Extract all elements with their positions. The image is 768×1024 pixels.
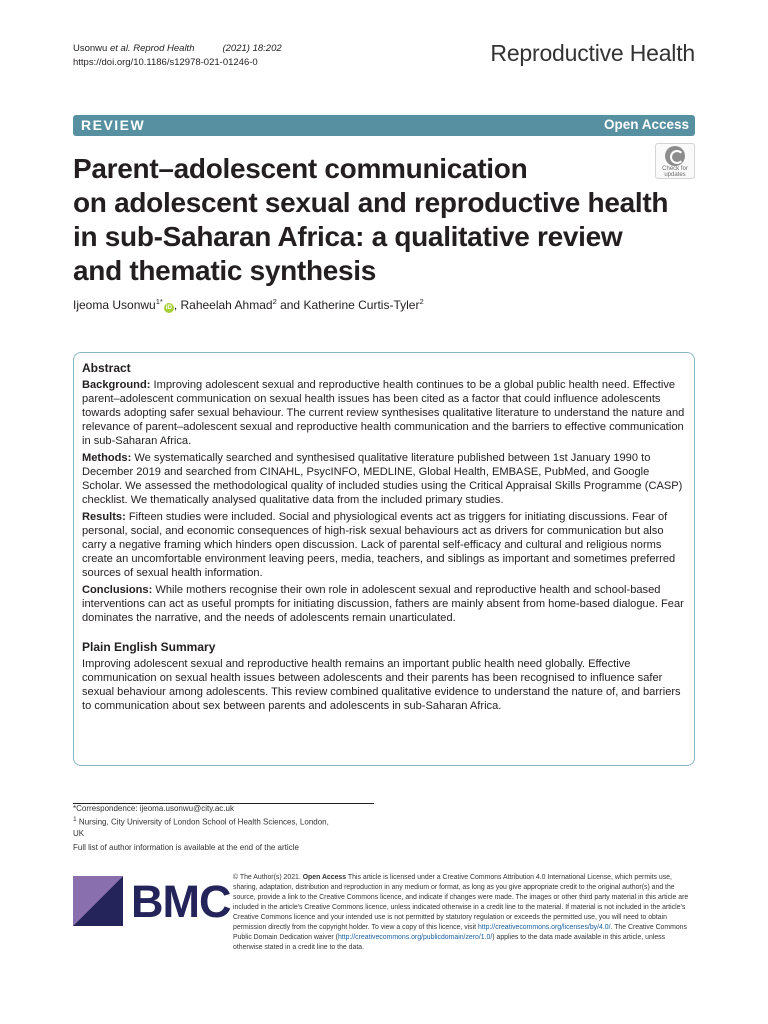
affiliation-line-cont: UK [73,828,85,838]
title-line: in sub-Saharan Africa: a qualitative review [73,221,623,252]
bmc-logo [73,873,231,933]
citation-header [73,42,282,70]
citation-etal: et al. [109,43,131,54]
citation-journal: Reprod Health [130,43,195,54]
affiliation-text: Nursing, City University of London School of Health Sciences, London, [76,817,329,827]
license-text-3: ) applies to the data made available in this article, unless otherwise stated in a credit line to the data. [233,934,666,951]
article-type-banner [73,115,695,136]
check-updates-line1: Check for [662,166,688,172]
doi-link[interactable]: https://doi.org/10.1186/s12978-021-01246-0 [73,57,258,68]
bmc-logo-icon [73,876,123,926]
title-line: Parent–adolescent communication [73,153,528,184]
abstract-results [82,510,688,580]
conclusions-text: While mothers recognise their own role in adolescent sexual and reproductive health and school-based interventions can act as useful prompts for initiating discussion, fathers are mainly absent from home-based dialogue. Fear dominates the narrative, and the needs of adolescents remain unarticulated. [82,584,684,624]
orcid-icon[interactable]: iD [165,305,172,311]
abstract-conclusions [82,583,688,625]
citation-authors: Usonwu [73,43,110,54]
full-author-info-note: Full list of author information is available at the end of the article [73,842,299,852]
journal-name: Reproductive Health [490,40,695,66]
author-name: Katherine Curtis-Tyler [303,298,420,312]
author-affiliation-sup: 2 [419,297,424,306]
methods-text: We systematically searched and synthesised qualitative literature published between 1st January 1990 to December 2019 and searched from CINAHL, PsycINFO, MEDLINE, Global Health, EMBASE, PubMed, and Google Scholar. We assessed the methodological quality of included studies using the Critical Appraisal Skills Programme (CASP) checklist. We thematically analysed qualitative data from the included primary studies. [82,452,683,506]
check-for-updates-button[interactable] [655,143,695,179]
bmc-logo-text: BMC [131,876,231,927]
license-text-1: This article is licensed under a Creative Commons Attribution 4.0 International License, which permits use, sharing, adaptation, distribution and reproduction in any medium or format, as long as you give appropriate credit to the original author(s) and the source, provide a link to the Creative Commons licence, and indicate if changes were made. The images or other third party material in this article are included in the article's Creative Commons licence, unless indicated otherwise in a credit line to the material. If material is not included in the article's Creative Commons licence and your intended use is not permitted by statutory regulation or exceeds the permitted use, you will need to obtain permission directly from the copyright holder. To view a copy of this licence, visit [233,874,689,931]
license-link-cc0[interactable]: http://creativecommons.org/publicdomain/zero/1.0/ [337,934,493,941]
results-text: Fifteen studies were included. Social and physiological events act as triggers for initiating discussions. Fear of personal, social, and economic consequences of high-risk sexual behaviours act as drivers for communication but also carry a negative framing which hinders open discussion. Lack of parental self-efficacy and cultural and religious norms create an uncomfortable environment leaving peers, media, teachers, and siblings as important and sometimes preferred sources of sexual health information. [82,511,676,579]
check-updates-line2: updates [664,172,686,178]
title-line: on adolescent sexual and reproductive health [73,187,669,218]
title-line: and thematic synthesis [73,255,377,286]
author-list [73,297,424,313]
license-text-2: . The Creative Commons Public Domain Dedication waiver ( [233,924,687,941]
background-label: Background: [82,379,151,391]
affiliation-sup: 1 [73,816,77,823]
license-prefix: © The Author(s) 2021. [233,874,303,881]
footnotes [73,803,373,853]
author-affiliation-sup: 2 [272,297,277,306]
author-affiliation-sup: 1* [155,297,163,306]
citation-line [73,42,282,56]
license-open-access: Open Access [302,874,347,881]
author-name: Ijeoma Usonwu [73,298,156,312]
plain-english-summary-text: Improving adolescent sexual and reproductive health remains an important public health need globally. Effective communication on sexual health issues between adolescents and their parents has been recognised to influence safer sexual behaviour among adolescents. This review combined qualitative evidence to understand the nature of, and barriers to communication about sex between parents and adolescents in sub-Saharan Africa. [82,658,681,712]
article-title [73,152,669,288]
abstract-background [82,378,688,448]
affiliation-line [73,814,373,828]
results-label: Results: [82,511,126,523]
license-statement [233,873,695,953]
abstract-box [73,352,695,766]
license-link-cc-by[interactable]: http://creativecommons.org/licenses/by/4.0/ [477,924,611,931]
conclusions-label: Conclusions: [82,584,153,596]
methods-label: Methods: [82,452,132,464]
author-separator: and [276,298,304,312]
article-type-label: REVIEW [81,117,146,133]
citation-year: (2021) 18:202 [222,43,282,54]
abstract-heading: Abstract [82,361,131,375]
open-access-label: Open Access [603,117,689,132]
correspondence-line: *Correspondence: ijeoma.usonwu@city.ac.uk [73,804,234,813]
check-for-updates-icon [665,146,685,166]
abstract-methods [82,451,688,507]
author-separator: , [173,298,181,312]
author-name: Raheelah Ahmad [180,298,273,312]
plain-english-summary-heading: Plain English Summary [82,640,216,654]
background-text: Improving adolescent sexual and reproductive health continues to be a global public health need. Effective parent–adolescent communication on sexual health issues has been cited as a factor that could influence adolescents towards adopting safer sexual behaviour. The current review synthesises qualitative literature to understand the nature and relevance of parent–adolescent sexual and reproductive health communication and the barriers to effective communication in sub-Saharan Africa. [82,379,685,447]
abstract-content [82,361,688,716]
